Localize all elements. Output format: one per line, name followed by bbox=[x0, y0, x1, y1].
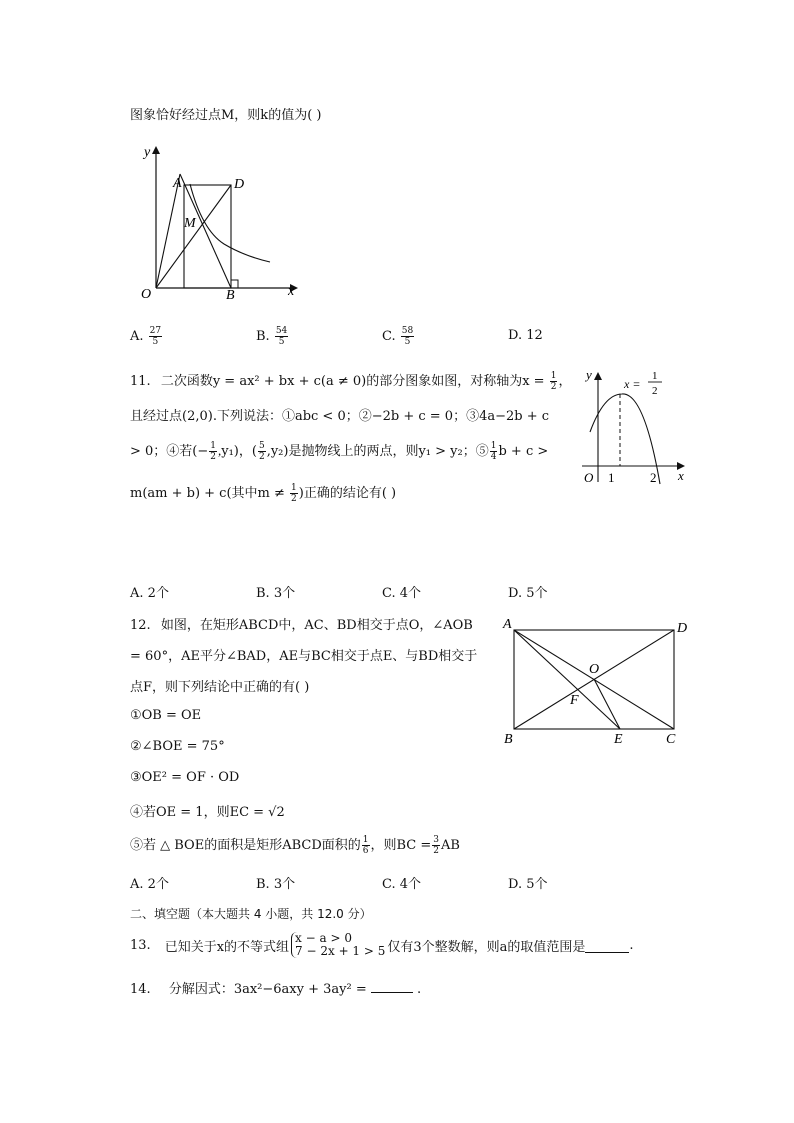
q11-line2: 且经过点(2,0).下列说法：①abc < 0；②−2b + c = 0；③4a−2b + c bbox=[130, 409, 550, 424]
q11-label-o: O bbox=[584, 470, 594, 485]
q11-option-b[interactable]: B. 3个 bbox=[256, 586, 296, 601]
q10-stem-tail: 图象恰好经过点M，则k的值为( ) bbox=[130, 108, 322, 123]
section-title: 二、填空题（本大题共 4 小题，共 12.0 分） bbox=[130, 907, 372, 921]
q10-option-d[interactable]: D. 12 bbox=[508, 328, 543, 343]
q12-option-b[interactable]: B. 3个 bbox=[256, 877, 296, 892]
q12-label-o: O bbox=[589, 662, 600, 677]
q12-statement-2: ②∠BOE = 75° bbox=[130, 739, 225, 754]
q14: 14. 分解因式：3ax²−6axy + 3ay² = . bbox=[130, 982, 422, 997]
q12-statement-1: ①OB = OE bbox=[130, 708, 202, 723]
q11-label-axis: x = bbox=[624, 377, 641, 391]
q12-label-e: E bbox=[614, 732, 623, 747]
q12-label-a: A bbox=[503, 617, 512, 632]
q12-line2: = 60°，AE平分∠BAD，AE与BC相交于点E、与BD相交于 bbox=[130, 649, 478, 664]
q11-option-c[interactable]: C. 4个 bbox=[382, 586, 422, 601]
q12-line3: 点F，则下列结论中正确的有( ) bbox=[130, 680, 310, 695]
q12-label-d: D bbox=[677, 621, 688, 636]
q12-label-c: C bbox=[666, 732, 676, 747]
q10-label-a: A bbox=[173, 176, 182, 191]
q12-label-b: B bbox=[504, 732, 513, 747]
q14-answer-blank[interactable] bbox=[371, 980, 413, 993]
q10-figure bbox=[128, 138, 308, 306]
q12-statement-5: ⑤若 △ BOE的面积是矩形ABCD面积的 $\frac{1}{6}$ ，则BC = $\frac{3}{2}$ AB bbox=[130, 835, 460, 856]
q11-figure bbox=[578, 362, 688, 488]
q13: 13. 已知关于x的不等式组 x − a > 0 7 − 2x + 1 > 5 仅有3个整数解，则a的取值范围是 . bbox=[130, 931, 634, 958]
q11-label-x: x bbox=[678, 468, 684, 483]
q11-line4: m(am + b) + c(其中m ≠ $\frac{1}{2}$ )正确的结论有( ) bbox=[130, 483, 397, 504]
q11-label-2: 2 bbox=[650, 470, 657, 485]
q11-label-1: 1 bbox=[608, 470, 615, 485]
q13-inequality-system: x − a > 0 7 − 2x + 1 > 5 bbox=[291, 932, 385, 958]
q12-line1: 12. 如图，在矩形ABCD中，AC、BD相交于点O，∠AOB bbox=[130, 618, 473, 633]
q10-option-b[interactable]: B. $\frac{54}{5}$ bbox=[256, 326, 288, 347]
q10-label-o: O bbox=[141, 287, 152, 302]
q11-label-axis-num: 1 bbox=[652, 370, 658, 382]
q11-option-d[interactable]: D. 5个 bbox=[508, 586, 548, 601]
q11-line3: > 0；④若(− $\frac{1}{2}$ ,y₁)，( $\frac{5}{2}$ ,y₂)是抛物线上的两点，则y₁ > y₂；⑤ $\frac{1}{4}$ b + c > bbox=[130, 441, 549, 462]
q10-label-m: M bbox=[184, 216, 196, 231]
q11-option-a[interactable]: A. 2个 bbox=[130, 586, 169, 601]
q10-label-x: x bbox=[288, 284, 295, 299]
q11-line1: 11. 二次函数y = ax² + bx + c(a ≠ 0)的部分图象如图，对称轴为x = $\frac{1}{2}$ ， bbox=[130, 371, 572, 392]
q10-option-c[interactable]: C. $\frac{58}{5}$ bbox=[382, 326, 414, 347]
q10-label-d: D bbox=[234, 177, 245, 192]
q12-statement-3: ③OE² = OF · OD bbox=[130, 770, 240, 785]
q12-option-d[interactable]: D. 5个 bbox=[508, 877, 548, 892]
q12-figure bbox=[500, 614, 700, 748]
q10-option-a[interactable]: A. $\frac{27}{5}$ bbox=[130, 326, 162, 347]
q11-label-y: y bbox=[586, 367, 592, 382]
q13-answer-blank[interactable] bbox=[585, 938, 629, 953]
q12-option-a[interactable]: A. 2个 bbox=[130, 877, 169, 892]
q11-label-axis-den: 2 bbox=[652, 385, 658, 397]
q12-statement-4: ④若OE = 1，则EC = √2 bbox=[130, 805, 285, 820]
q12-option-c[interactable]: C. 4个 bbox=[382, 877, 422, 892]
q12-label-f: F bbox=[570, 693, 579, 708]
q10-label-b: B bbox=[226, 288, 235, 303]
q10-label-y: y bbox=[144, 145, 151, 160]
